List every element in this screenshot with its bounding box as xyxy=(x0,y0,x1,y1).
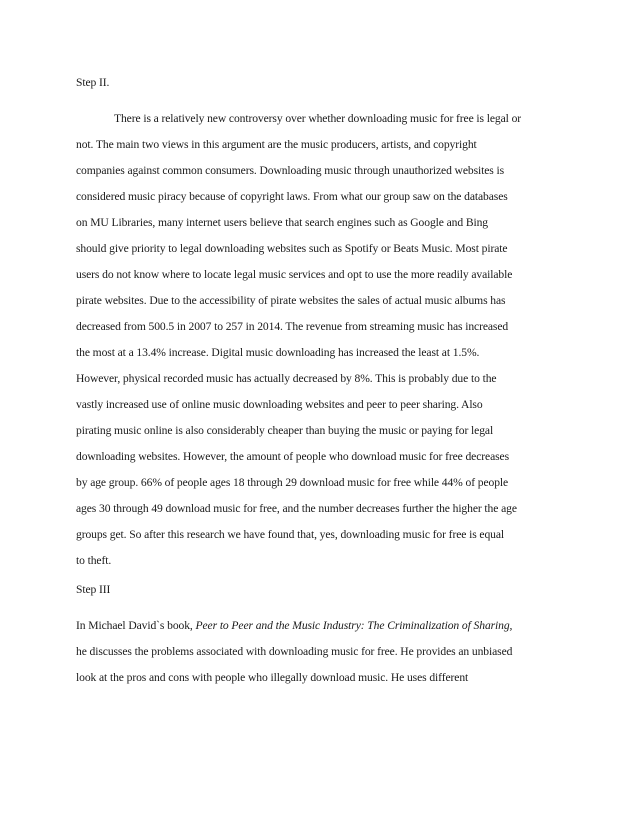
paragraph-line: ages 30 through 49 download music for free, and the number decreases further the higher the age xyxy=(76,502,517,515)
paragraph-line: not. The main two views in this argument are the music producers, artists, and copyright xyxy=(76,138,477,151)
paragraph-line: look at the pros and cons with people who illegally download music. He uses different xyxy=(76,671,469,684)
step-3-heading: Step III xyxy=(76,583,111,596)
paragraph-line: on MU Libraries, many internet users believe that search engines such as Google and Bing xyxy=(76,216,489,229)
paragraph-line: by age group. 66% of people ages 18 through 29 download music for free while 44% of people xyxy=(76,476,509,489)
paragraph-line: the most at a 13.4% increase. Digital music downloading has increased the least at 1.5%. xyxy=(76,346,480,359)
paragraph-line: users do not know where to locate legal music services and opt to use the more readily available xyxy=(76,268,513,281)
paragraph-line: There is a relatively new controversy over whether downloading music for free is legal or xyxy=(114,112,522,125)
paragraph-line: decreased from 500.5 in 2007 to 257 in 2014. The revenue from streaming music has increased xyxy=(76,320,509,333)
paragraph-line xyxy=(76,619,512,633)
paragraph-line: companies against common consumers. Downloading music through unauthorized websites is xyxy=(76,164,505,177)
paragraph-line: to theft. xyxy=(76,554,112,567)
paragraph-line: vastly increased use of online music downloading websites and peer to peer sharing. Also xyxy=(76,398,483,411)
paragraph-line: he discusses the problems associated with downloading music for free. He provides an unbiased xyxy=(76,645,513,658)
paragraph-line: downloading websites. However, the amount of people who download music for free decreases xyxy=(76,450,509,463)
paragraph-line: groups get. So after this research we have found that, yes, downloading music for free is equal xyxy=(76,528,505,541)
paragraph-line: pirating music online is also considerably cheaper than buying the music or paying for legal xyxy=(76,424,494,437)
paragraph-line: pirate websites. Due to the accessibility of pirate websites the sales of actual music albums has xyxy=(76,294,506,307)
paragraph-line: considered music piracy because of copyright laws. From what our group saw on the databases xyxy=(76,190,508,203)
step-2-heading: Step II. xyxy=(76,76,110,89)
paragraph-line: should give priority to legal downloading websites such as Spotify or Beats Music. Most pirate xyxy=(76,242,508,255)
paragraph-line: However, physical recorded music has actually decreased by 8%. This is probably due to the xyxy=(76,372,497,385)
book-title: Peer to Peer and the Music Industry: The Criminalization of Sharing, xyxy=(195,619,513,632)
text-run: In Michael David`s book, xyxy=(76,619,196,632)
